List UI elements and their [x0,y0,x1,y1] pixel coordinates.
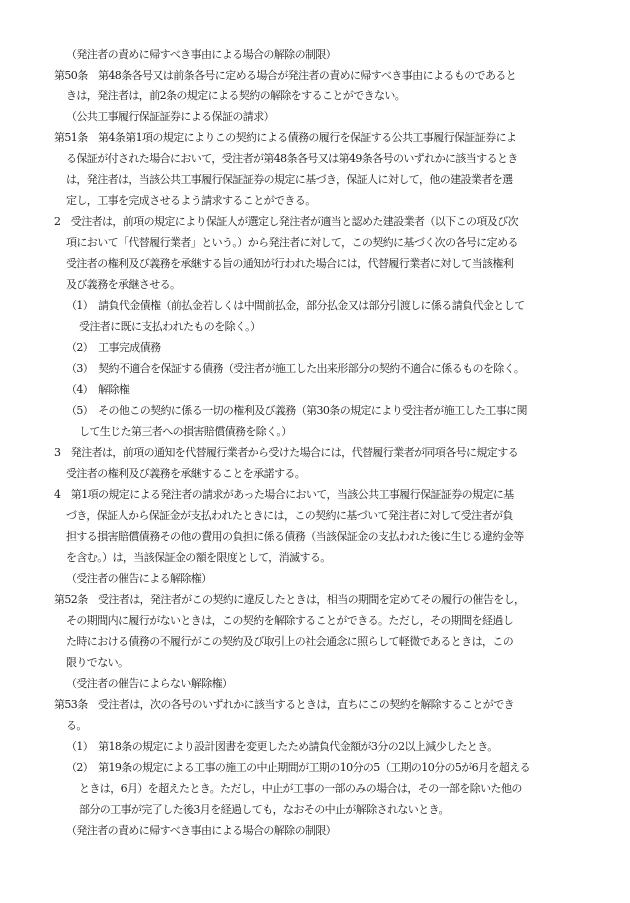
article-53-line2: る。 [66,719,87,732]
article-51-line4: 定し，工事を完成させるよう請求することができる。 [66,194,316,207]
article-50-line1: 第50条 第48条各号又は前条各号に定める場合が発注者の責めに帰すべき事由によるものであると [54,69,517,82]
article-50-line2: きは，発注者は，前2条の規定による契約の解除をすることができない。 [66,89,406,102]
art51-item4: （4） 解除権 [66,383,130,396]
art51-item2: （2） 工事完成債務 [66,341,161,354]
art51-item5-line1: （5） その他この契約に係る一切の権利及び義務（第30条の規定により受注者が施工した工事に関 [66,404,527,417]
article-53-line1: 第53条 受注者は，次の各号のいずれかに該当するときは，直ちにこの契約を解除することができ [54,698,514,711]
heading-next: （発注者の責めに帰すべき事由による場合の解除の制限） [66,824,337,837]
art51-para4-line2: づき，保証人から保証金が支払われたときには，この契約に基づいて発注者に対して受注者が負 [66,509,513,522]
heading-art50: （発注者の責めに帰すべき事由による場合の解除の制限） [66,48,337,61]
art51-para3-line2: 受注者の権利及び義務を承継することを承諾する。 [66,467,306,480]
article-52-line3: た時における債務の不履行がこの契約及び取引上の社会通念に照らして軽微であるときは，この [66,635,514,648]
art51-para2-line3: 受注者の権利及び義務を承継する旨の通知が行われた場合には，代替履行業者に対して当該権利 [66,257,514,270]
art51-item1-line2: 受注者に既に支払われたものを除く。） [79,320,261,333]
article-51-line1: 第51条 第4条第1項の規定によりこの契約による債務の履行を保証する公共工事履行保証証券によ [54,131,517,144]
article-51-line2: る保証が付された場合において，受注者が第48条各号又は第49条各号のいずれかに該当するとき [66,152,518,165]
art53-item2-line3: 部分の工事が完了した後3月を経過しても，なおその中止が解除されないとき。 [79,803,449,816]
art51-para3-line1: 3 発注者は，前項の通知を代替履行業者から受けた場合には，代替履行業者が同項各号に規定する [54,446,518,459]
art51-para4-line3: 担する損害賠償債務その他の費用の負担に係る債務（当該保証金の支払われた後に生じる違約金等 [66,530,524,543]
heading-art53: （受注者の催告によらない解除権） [66,677,233,690]
heading-art51: （公共工事履行保証証券による保証の請求） [66,110,274,123]
art51-para2-line4: 及び義務を承継させる。 [66,278,181,291]
article-52-line4: 限りでない。 [66,656,129,669]
art51-item1-line1: （1） 請負代金債権（前払金若しくは中間前払金，部分払金又は部分引渡しに係る請負代金として [66,299,525,312]
article-52-line2: その期間内に履行がないときは，この契約を解除することができる。ただし，その期間を経過し [66,614,514,627]
article-52-line1: 第52条 受注者は，発注者がこの契約に違反したときは，相当の期間を定めてその履行の催告をし， [54,593,525,606]
art51-para2-line1: 2 受注者は，前項の規定により保証人が選定し発注者が適当と認めた建設業者（以下この項及び次 [54,215,518,228]
art51-item5-line2: して生じた第三者への損害賠償債務を除く。） [79,425,292,438]
art51-para4-line1: 4 第1項の規定による発注者の請求があった場合において，当該公共工事履行保証証券の規定に基 [54,488,514,501]
art51-para2-line2: 項において「代替履行業者」という。）から発注者に対して，この契約に基づく次の各号に定める [66,236,518,249]
art51-item3: （3） 契約不適合を保証する債務（受注者が施工した出来形部分の契約不適合に係るものを除く。 [66,362,525,375]
article-51-line3: は，発注者は，当該公共工事履行保証証券の規定に基づき，保証人に対して，他の建設業者を選 [66,173,513,186]
heading-art52: （受注者の催告による解除権） [66,572,212,585]
art53-item2-line1: （2） 第19条の規定による工事の施工の中止期間が工期の10分の5（工期の10分の5が6月を超える [66,761,531,774]
art53-item1: （1） 第18条の規定により設計図書を変更したため請負代金額が3分の2以上減少したとき。 [66,740,498,753]
art53-item2-line2: ときは，6月）を超えたとき。ただし，中止が工事の一部のみの場合は，その一部を除いた他の [79,782,522,795]
art51-para4-line4: を含む。）は，当該保証金の額を限度として，消滅する。 [66,551,331,564]
